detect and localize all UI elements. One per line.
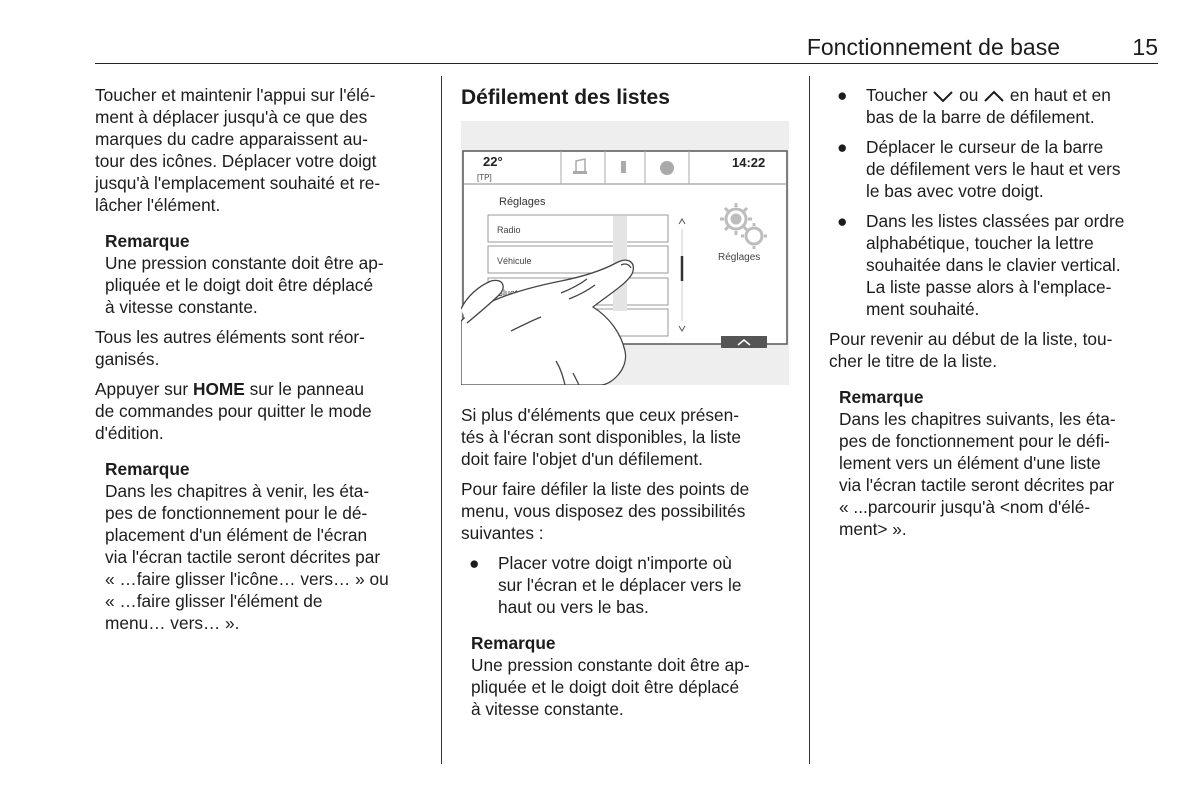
text-fragment: en haut et en xyxy=(1005,85,1111,105)
text-line: Une pression constante doit être ap- xyxy=(471,655,750,675)
page-number: 15 xyxy=(1132,34,1158,60)
bullet-item xyxy=(829,136,1164,202)
illustration-svg xyxy=(461,121,789,385)
text-line: La liste passe alors à l'emplace- xyxy=(866,277,1112,297)
text-line xyxy=(95,378,430,400)
text-line: « …faire glisser l'élément de xyxy=(105,591,323,611)
text-fragment: Appuyer sur xyxy=(95,379,193,399)
note-block xyxy=(105,458,430,634)
text-line: menu… vers… ». xyxy=(105,613,240,633)
bullet-item xyxy=(829,84,1164,128)
settings-label[interactable]: Réglages xyxy=(718,252,761,263)
temperature-readout: 22° xyxy=(483,154,503,169)
text-line: pliquée et le doigt doit être déplacé xyxy=(471,677,740,697)
note-heading: Remarque xyxy=(105,459,190,479)
text-line: menu, vous disposez des possibilités xyxy=(461,501,746,521)
text-line: « ...parcourir jusqu'à <nom d'élé- xyxy=(839,497,1091,517)
column-divider-right xyxy=(809,76,810,764)
list-item-label: Véhicule xyxy=(497,256,532,266)
column-middle xyxy=(461,404,796,728)
header-rule xyxy=(95,63,1158,64)
touchscreen-illustration xyxy=(461,121,789,385)
bullet-dot: ● xyxy=(837,85,848,105)
text-line: sur l'écran et le déplacer vers le xyxy=(498,575,742,595)
text-line: pes de fonctionnement pour le dé- xyxy=(105,503,368,523)
text-line: jusqu'à l'emplacement souhaité et re- xyxy=(95,173,381,193)
chevron-up-tab[interactable] xyxy=(721,336,767,348)
text-line: via l'écran tactile seront décrites par xyxy=(105,547,381,567)
text-line: Toucher et maintenir l'appui sur l'élé- xyxy=(95,85,376,105)
home-key-label: HOME xyxy=(192,379,245,399)
text-line: d'édition. xyxy=(95,423,164,443)
paragraph xyxy=(829,328,1164,372)
text-fragment: ou xyxy=(954,85,984,105)
chevron-down-icon xyxy=(932,89,954,103)
text-line: Dans les chapitres à venir, les éta- xyxy=(105,481,370,501)
column-divider-left xyxy=(441,76,442,764)
paragraph xyxy=(461,404,796,470)
text-line: doit faire l'objet d'un défilement. xyxy=(461,449,703,469)
note-heading: Remarque xyxy=(839,387,924,407)
paragraph xyxy=(95,326,430,370)
bullet-item xyxy=(829,210,1164,320)
list-item-label: Radio xyxy=(497,225,521,235)
text-line: Une pression constante doit être ap- xyxy=(105,253,384,273)
column-right xyxy=(829,84,1164,548)
record-icon xyxy=(660,161,674,175)
note-heading: Remarque xyxy=(471,633,556,653)
clock-readout: 14:22 xyxy=(732,155,766,170)
note-heading: Remarque xyxy=(105,231,190,251)
bullet-dot: ● xyxy=(837,137,848,157)
text-line: pes de fonctionnement pour le défi- xyxy=(839,431,1110,451)
bullet-item xyxy=(461,552,796,618)
chevron-up-icon xyxy=(983,89,1005,103)
text-line: Pour revenir au début de la liste, tou- xyxy=(829,329,1113,349)
text-line: Dans les listes classées par ordre xyxy=(866,211,1125,231)
text-line: haut ou vers le bas. xyxy=(498,597,649,617)
text-line: ganisés. xyxy=(95,349,160,369)
text-line: pliquée et le doigt doit être déplacé xyxy=(105,275,374,295)
text-line: marques du cadre apparaissent au- xyxy=(95,129,368,149)
text-line: ment souhaité. xyxy=(866,299,980,319)
text-line: de commandes pour quitter le mode xyxy=(95,401,372,421)
text-line: alphabétique, toucher la lettre xyxy=(866,233,1094,253)
note-block xyxy=(105,230,430,318)
paragraph xyxy=(461,478,796,544)
phone-icon xyxy=(621,161,626,173)
text-line: Pour faire défiler la liste des points de xyxy=(461,479,750,499)
text-line: lâcher l'élément. xyxy=(95,195,221,215)
text-line: placement d'un élément de l'écran xyxy=(105,525,368,545)
text-line: Dans les chapitres suivants, les éta- xyxy=(839,409,1116,429)
note-block xyxy=(839,386,1164,540)
text-line: ment> ». xyxy=(839,519,907,539)
text-line: lement vers un élément d'une liste xyxy=(839,453,1101,473)
text-line: souhaitée dans le clavier vertical. xyxy=(866,255,1121,275)
text-line: à vitesse constante. xyxy=(471,699,624,719)
paragraph xyxy=(95,378,430,444)
column-left xyxy=(95,84,430,642)
text-line: ment à déplacer jusqu'à ce que des xyxy=(95,107,368,127)
bullet-dot: ● xyxy=(469,553,480,573)
text-line: de défilement vers le haut et vers xyxy=(866,159,1121,179)
text-line xyxy=(866,84,1164,106)
text-line: « …faire glisser l'icône… vers… » ou xyxy=(105,569,389,589)
bullet-dot: ● xyxy=(837,211,848,231)
text-line: Tous les autres éléments sont réor- xyxy=(95,327,365,347)
text-line: tés à l'écran sont disponibles, la liste xyxy=(461,427,741,447)
text-fragment: Toucher xyxy=(866,85,933,105)
text-line: Placer votre doigt n'importe où xyxy=(498,553,732,573)
section-title: Défilement des listes xyxy=(461,86,670,109)
text-line: suivantes : xyxy=(461,523,544,543)
text-line: Si plus d'éléments que ceux présen- xyxy=(461,405,740,425)
text-line: le bas avec votre doigt. xyxy=(866,181,1044,201)
text-line: cher le titre de la liste. xyxy=(829,351,998,371)
text-line: via l'écran tactile seront décrites par xyxy=(839,475,1115,495)
note-block xyxy=(471,632,796,720)
paragraph xyxy=(95,84,430,216)
text-line: bas de la barre de défilement. xyxy=(866,107,1095,127)
menu-title[interactable]: Réglages xyxy=(499,196,546,208)
text-line: à vitesse constante. xyxy=(105,297,258,317)
header-title: Fonctionnement de base xyxy=(806,34,1060,60)
text-line: tour des icônes. Déplacer votre doigt xyxy=(95,151,377,171)
text-line: Déplacer le curseur de la barre xyxy=(866,137,1104,157)
text-fragment: sur le panneau xyxy=(244,379,364,399)
tp-indicator: [TP] xyxy=(477,173,492,182)
